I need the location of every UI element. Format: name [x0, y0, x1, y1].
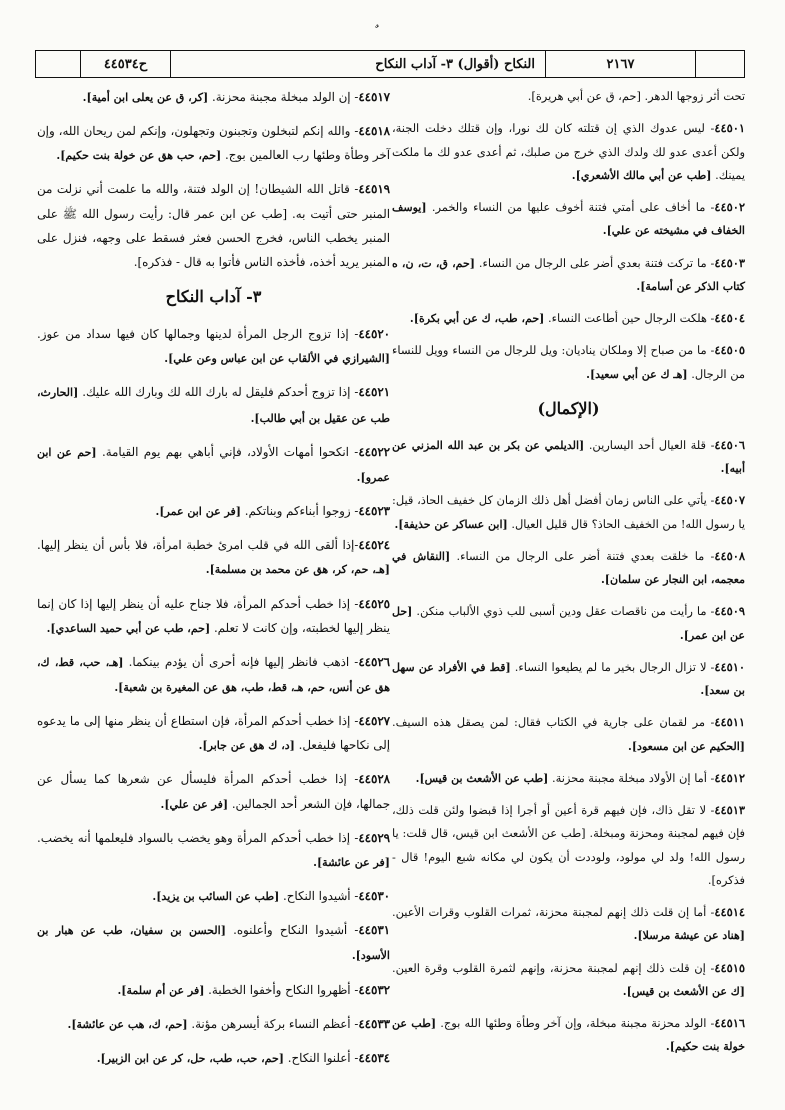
header-blank-cell: [36, 51, 81, 77]
header-section-title: النكاح (أقوال) ٣- آداب النكاح: [171, 51, 546, 77]
hadith-entry: [37, 826, 390, 875]
hadith-number: ٤٤٥٢٨: [358, 772, 390, 787]
source-citation: [ك عن الأشعث بن قيس].: [622, 984, 745, 998]
source-citation: [حم، ك، هب عن عائشة].: [67, 1017, 188, 1031]
hadith-number: ٤٤٥١٥: [714, 960, 745, 975]
hadith-number: ٤٤٥١٠: [714, 659, 746, 674]
hadith-text: - اذهب فانظر إليها فإنه أحرى أن يؤدم بينكما.: [128, 654, 359, 669]
hadith-text: - إن قلت ذلك إنهم لمجبنة محزنة، وإنهم لثمرة القلوب وقرة العين.: [392, 960, 715, 975]
hadith-entry: [392, 901, 745, 948]
hadith-entry: [392, 489, 745, 536]
hadith-entry: [392, 307, 745, 330]
running-header: [35, 50, 745, 78]
hadith-entry: [37, 322, 390, 371]
hadith-number: ٤٤٥٢١: [358, 385, 391, 400]
hadith-text: - إذا خطب أحدكم المرأة فليسأل عن شعرها كما يسأل عن جمالها، فإن الشعر أحد الجمالين.: [37, 772, 390, 811]
section-heading: ٣- آداب النكاح: [165, 287, 262, 307]
hadith-entry: [392, 117, 745, 187]
hadith-text: - ليس عدوك الذي إن قتلته كان لك نورا، وإن قتلك دخلت الجنة، ولكن أعدى عدو لك ولدك الذي خرج من صلبك، ثم أعدى عدو لك ما ملكت يمينك.: [392, 121, 745, 182]
source-citation: [حم، حب هق عن خولة بنت حكيم].: [56, 149, 222, 163]
hadith-entry: [37, 918, 390, 968]
source-citation: [الحارث، طب عن عقيل بن أبي طالب].: [37, 386, 390, 425]
hadith-entry: [392, 545, 745, 592]
hadith-entry: [37, 1046, 390, 1071]
hadith-number: ٤٤٥٣٢: [358, 982, 390, 997]
hadith-text: - إذا خطب أحدكم المرأة، فإن استطاع أن ينظر منها إلى ما يدعوه إلى نكاحها فليفعل.: [37, 714, 390, 753]
source-citation: [طب عن أبي مالك الأشعري].: [571, 168, 712, 182]
hadith-entry: [392, 434, 745, 481]
hadith-number: ٤٤٥١٨: [358, 124, 390, 139]
hadith-number: ٤٤٥١٧: [358, 90, 390, 104]
source-citation: [فر عن عائشة].: [313, 855, 390, 869]
source-citation: [فر عن ابن عمر].: [155, 505, 241, 519]
hadith-number: ٤٤٥١٦: [714, 1016, 746, 1030]
hadith-text: - أما إن الأولاد مبخلة مجبنة محزنة.: [551, 770, 715, 785]
hadith-number: ٤٤٥١٤: [714, 905, 745, 919]
source-citation: [حم عن ابن عمرو].: [37, 445, 390, 484]
source-citation: [قط في الأفراد عن سهل بن سعد].: [392, 660, 745, 697]
hadith-entry: [392, 656, 745, 703]
hadith-entry: [37, 978, 390, 1003]
source-citation: [فر عن أم سلمة].: [117, 983, 205, 997]
hadith-text: - أشيدوا النكاح.: [283, 889, 359, 904]
hadith-entry: [37, 1012, 390, 1037]
hadith-text: - أظهروا النكاح وأخفوا الخطبة.: [208, 982, 359, 997]
left-entries-a: [37, 85, 390, 274]
hadith-entry: [37, 177, 390, 274]
source-citation: [طب عن السائب بن يزيد].: [152, 890, 280, 904]
hadith-text: - زوجوا أبناءكم وبناتكم.: [244, 504, 359, 519]
hadith-text: - يأتي على الناس زمان أفضل أهل ذلك الزمان كل خفيف الحاذ، قيل: يا رسول الله! من الخفيف الحاذ؟ قال قليل العيال.: [392, 493, 745, 531]
hadith-number: ٤٤٥٠٥: [714, 343, 745, 358]
hadith-number: ٤٤٥١٩: [358, 182, 390, 197]
source-citation: [النقاش في معجمه، ابن النجار عن سلمان].: [392, 549, 745, 586]
source-citation: [د، ك هق عن جابر].: [198, 739, 295, 753]
hadith-text: - قلة العيال أحد اليسارين.: [588, 437, 715, 452]
hadith-entry: [37, 499, 390, 524]
source-citation: [الديلمي عن بكر بن عبد الله المزني عن أبيه].: [392, 438, 745, 475]
hadith-entry: [392, 957, 745, 1004]
left-entries-b: [37, 322, 390, 1071]
hadith-entry: [37, 709, 390, 758]
hadith-entry: [37, 767, 390, 816]
hadith-text: - أما إن قلت ذلك إنهم لمجبنة محزنة، ثمرات القلوب وقرات الأعين.: [392, 905, 715, 919]
hadith-text: - الولد محزنة مجبنة مبخلة، وإن آخر وطأة وطئها الله بوج.: [440, 1016, 715, 1030]
hadith-text: -إذا ألقى الله في قلب امرئ خطبة امرأة، فلا بأس أن ينظر إليها.: [37, 538, 359, 553]
hadith-number: ٤٤٥٢٦: [358, 654, 390, 669]
hadith-number: ٤٤٥٢٩: [358, 830, 390, 845]
hadith-number: ٤٤٥٢٤: [358, 538, 390, 553]
hadith-text: - هلكت الرجال حين أطاعت النساء.: [547, 311, 715, 325]
hadith-number: ٤٤٥٢٥: [358, 596, 390, 611]
hadith-entry: [37, 440, 390, 490]
hadith-text: - إذا تزوج الرجل المرأة لدينها وجمالها كان فيها سداد من عوز.: [37, 327, 359, 342]
hadith-text: - لا تقل ذاك، فإن فيهم قرة أعين أو أجرا إذا قبضوا ولئن قلت ذلك، فإن فيهم لمجبنة ومحزنة ومبخلة. [طب عن الأشعث ابن قيس، قال قلت: يا رسول الله! ولد لي مولود، ولوددت أن يكون لي مكانه شبع اليوم! قال - فذكره].: [392, 803, 745, 887]
source-citation: [الحسن بن سفيان، طب عن هبار بن الأسود].: [37, 924, 390, 963]
hadith-entry: [392, 1012, 745, 1059]
hadith-entry: [392, 799, 745, 892]
hadith-entry: [37, 380, 390, 430]
hadith-entry: [392, 252, 745, 299]
hadith-entry: [37, 650, 390, 700]
source-citation: [فر عن علي].: [160, 797, 229, 811]
hadith-text: - إذا خطب أحدكم المرأة، فلا جناح عليه أن ينظر إليها إذا كان إنما ينظر إليها لخطبته، وإن كانت لا تعلم.: [37, 596, 390, 635]
hadith-entry: [392, 339, 745, 386]
header-blank-cell-right: [696, 51, 744, 77]
hadith-number: ٤٤٥٣١: [358, 923, 390, 938]
hadith-number: ٤٤٥٢٧: [358, 714, 390, 729]
source-citation: [حم، طب، ك عن أبي بكرة].: [409, 312, 545, 325]
hadith-text: - أشيدوا النكاح وأعلنوه.: [233, 923, 359, 938]
source-citation: [يوسف الخفاف في مشيخته عن علي].: [392, 201, 745, 238]
hadith-text: - لا تزال الرجال بخير ما لم يطيعوا النساء.: [514, 659, 715, 674]
source-citation: [هـ، حم، كر، هق عن محمد بن مسلمة].: [205, 563, 390, 577]
right-entries-b: [392, 434, 745, 1059]
hadith-entry: [37, 592, 390, 641]
hadith-text: - إذا خطب أحدكم المرأة وهو يخضب بالسواد فليعلمها أنه يخضب.: [37, 830, 359, 845]
source-citation: [ابن عساكر عن حذيفة].: [394, 517, 508, 531]
hadith-entry: [392, 196, 745, 243]
hadith-number: ٤٤٥١٢: [714, 770, 745, 785]
source-citation: [طب عن الأشعث بن قيس].: [415, 771, 549, 785]
hadith-entry: [392, 711, 745, 758]
hadith-text: - ما خلقت بعدي فتنة أضر على الرجال من النساء.: [456, 548, 715, 563]
hadith-text: - أعظم النساء بركة أيسرهن مؤنة.: [191, 1016, 359, 1031]
hadith-text: - والله إنكم لتبخلون وتجبنون وتجهلون، وإنكم لمن ريحان الله، وإن آخر وطأة وطئها رب العالمين بوج.: [37, 124, 390, 163]
hadith-number: ٤٤٥٠١: [714, 121, 745, 136]
hadith-text: - أعلنوا النكاح.: [287, 1050, 359, 1065]
hadith-number: ٤٤٥٣٣: [358, 1016, 390, 1031]
hadith-entry: [37, 884, 390, 909]
left-column: [37, 85, 390, 1080]
hadith-number: ٤٤٥٠٤: [714, 311, 745, 325]
hadith-number: ٤٤٥١٣: [714, 803, 745, 817]
hadith-text: - انكحوا أمهات الأولاد، فإني أباهي بهم يوم القيامة.: [101, 444, 359, 459]
hadith-text: - مر لقمان على جارية في الكتاب فقال: لمن يصقل هذه السيف.: [392, 715, 715, 730]
source-citation: [الشيرازي في الألقاب عن ابن عباس وعن علي].: [164, 352, 390, 366]
hadith-number: ٤٤٥٠٩: [714, 604, 745, 619]
source-citation: [الحكيم عن ابن مسعود].: [628, 739, 745, 753]
hadith-entry: [37, 533, 390, 582]
header-page-number: ٢١٦٧: [546, 51, 696, 77]
source-citation: [هـ ك عن أبي سعيد].: [586, 367, 688, 381]
ikmal-heading: (الإكمال): [537, 398, 600, 418]
source-citation: [هناد عن عيشة مرسلا].: [633, 929, 745, 943]
right-entries-a: [392, 117, 745, 386]
hadith-text: - قاتل الله الشيطان! إن الولد فتنة، والله ما علمت أني نزلت من المنبر حتى أتيت به. [طب عن ابن عمر قال: رأيت رسول الله ﷺ على المنبر يخطب الناس، فخرج الحسن فعثر فسقط على وجهه، فنزل على المنبر يريد أخذه، فأخذه الناس فأتوا به قال - فذكره].: [37, 182, 390, 269]
hadith-number: ٤٤٥١١: [714, 715, 745, 730]
hadith-text: - ما رأيت من ناقصات عقل ودين أسبى للب ذوي الألباب منكن.: [416, 604, 715, 619]
source-citation: [حم، ق، ت، ن، ه كتاب الذكر عن أسامة].: [392, 256, 745, 293]
hadith-entry: [37, 119, 390, 168]
source-citation: [حل عن ابن عمر].: [392, 605, 745, 642]
hadith-text: - ما أخاف على أمتي فتنة أخوف عليها من النساء والخمر.: [431, 200, 715, 214]
source-citation: [كر، ق عن يعلى ابن أمية].: [82, 91, 209, 104]
hadith-text: - إن الولد مبخلة مجبنة محزنة.: [211, 90, 359, 104]
source-citation: [حم، طب عن أبي حميد الساعدي].: [46, 621, 211, 635]
source-citation: [طب عن خولة بنت حكيم].: [392, 1017, 745, 1054]
hadith-text: - إذا تزوج أحدكم فليقل له بارك الله لك وبارك الله عليك.: [82, 385, 359, 400]
source-citation: [حم، حب، طب، حل، كر عن ابن الزبير].: [96, 1051, 285, 1065]
hadith-number: ٤٤٥٢٣: [358, 504, 390, 519]
hadith-number: ٤٤٥٣٤: [358, 1050, 390, 1065]
hadith-text: - ما تركت فتنة بعدي أضر على الرجال من النساء.: [478, 255, 715, 270]
continuation-line: تحت أثر زوجها الدهر. [حم، ق عن أبي هريرة].: [527, 89, 745, 103]
hadith-number: ٤٤٥٠٨: [714, 548, 745, 563]
hadith-number: ٤٤٥٢٠: [358, 327, 390, 342]
source-citation: [هـ، حب، قط، ك، هق عن أنس، حم، هـ، قط، طب، هق عن المغيرة بن شعبة].: [37, 655, 390, 694]
hadith-number: ٤٤٥٠٧: [714, 493, 745, 508]
hadith-entry: [37, 85, 390, 110]
hadith-number: ٤٤٥٠٢: [714, 200, 746, 214]
hadith-number: ٤٤٥٢٢: [358, 444, 390, 459]
header-range: ح٤٤٥٣٤: [81, 51, 171, 77]
hadith-entry: [392, 600, 745, 647]
hadith-number: ٤٤٥٠٣: [714, 255, 746, 270]
hadith-number: ٤٤٥٣٠: [358, 889, 390, 904]
right-column: [392, 85, 745, 1068]
hadith-text: - ما من صباح إلا وملكان يناديان: ويل للرجال من النساء وويل للنساء من الرجال.: [392, 343, 745, 381]
hadith-number: ٤٤٥٠٦: [714, 437, 746, 452]
hadith-entry: [392, 767, 745, 790]
